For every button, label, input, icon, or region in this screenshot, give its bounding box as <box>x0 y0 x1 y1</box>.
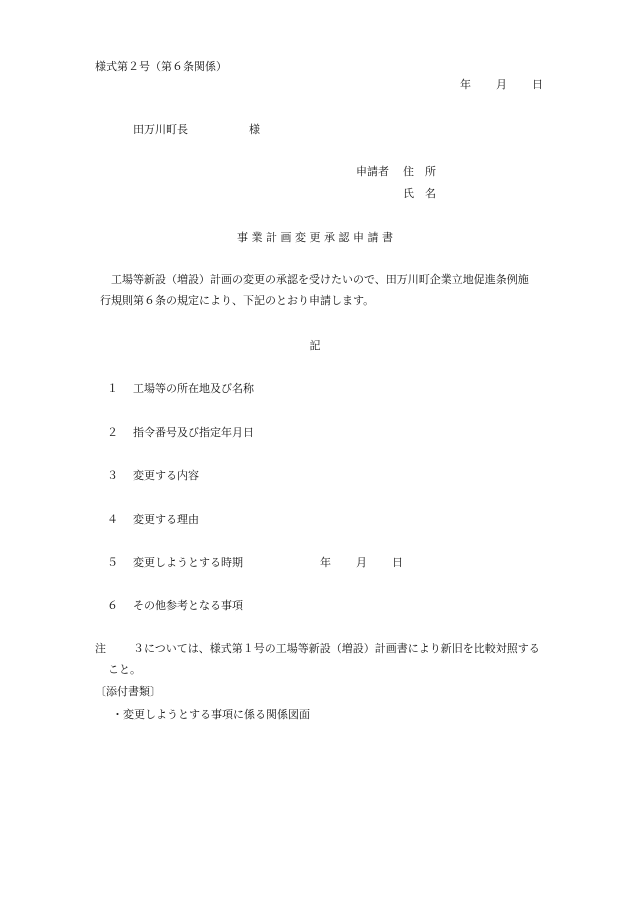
date-month-label: 月 <box>496 78 507 91</box>
item-1 <box>107 383 254 394</box>
item-6 <box>107 600 243 611</box>
form-number-label: 様式第２号（第６条関係） <box>95 60 227 73</box>
document-title: 事 業 計 画 変 更 承 認 申 請 書 <box>237 231 393 244</box>
item-3-label: 変更する内容 <box>133 469 199 482</box>
item-6-number: ６ <box>107 599 118 612</box>
attachments-heading: 〔添付書類〕 <box>95 685 161 698</box>
item-5 <box>107 557 243 568</box>
note-line-1: ３については、様式第１号の工場等新設（増設）計画書により新旧を比較対照する <box>133 642 540 655</box>
item-4-label: 変更する理由 <box>133 513 199 526</box>
attachment-item-1: ・変更しようとする事項に係る関係図面 <box>112 708 310 721</box>
note-line-2: こと。 <box>108 663 141 676</box>
item-1-label: 工場等の所在地及び名称 <box>133 382 254 395</box>
item-5-label: 変更しようとする時期 <box>133 556 243 569</box>
addressee-name: 田万川町長 <box>133 123 188 136</box>
item-2-label: 指令番号及び指定年月日 <box>133 426 254 439</box>
body-paragraph <box>100 269 580 311</box>
date-day-label: 日 <box>532 78 543 91</box>
item-5-year-label: 年 <box>320 556 331 569</box>
applicant-address-label: 住 所 <box>403 165 436 178</box>
item-2 <box>107 427 254 438</box>
addressee-honorific: 様 <box>249 123 260 136</box>
item-2-number: ２ <box>107 426 118 439</box>
applicant-name-label: 氏 名 <box>403 187 436 200</box>
item-6-label: その他参考となる事項 <box>133 599 243 612</box>
item-5-number: ５ <box>107 556 118 569</box>
item-5-month-label: 月 <box>356 556 367 569</box>
body-line-1: 工場等新設（増設）計画の変更の承認を受けたいので、田万川町企業立地促進条例施 <box>111 273 529 286</box>
applicant-label: 申請者 <box>356 165 389 178</box>
date-line <box>460 79 543 90</box>
item-1-number: １ <box>107 382 118 395</box>
item-3-number: ３ <box>107 469 118 482</box>
item-5-date <box>320 557 403 568</box>
note-prefix: 注 <box>95 642 106 655</box>
item-4-number: ４ <box>107 513 118 526</box>
date-year-label: 年 <box>460 78 471 91</box>
item-5-day-label: 日 <box>392 556 403 569</box>
ki-heading: 記 <box>309 339 321 352</box>
body-line-2: 行規則第６条の規定により、下記のとおり申請します。 <box>100 294 375 307</box>
item-4 <box>107 514 199 525</box>
item-3 <box>107 470 199 481</box>
